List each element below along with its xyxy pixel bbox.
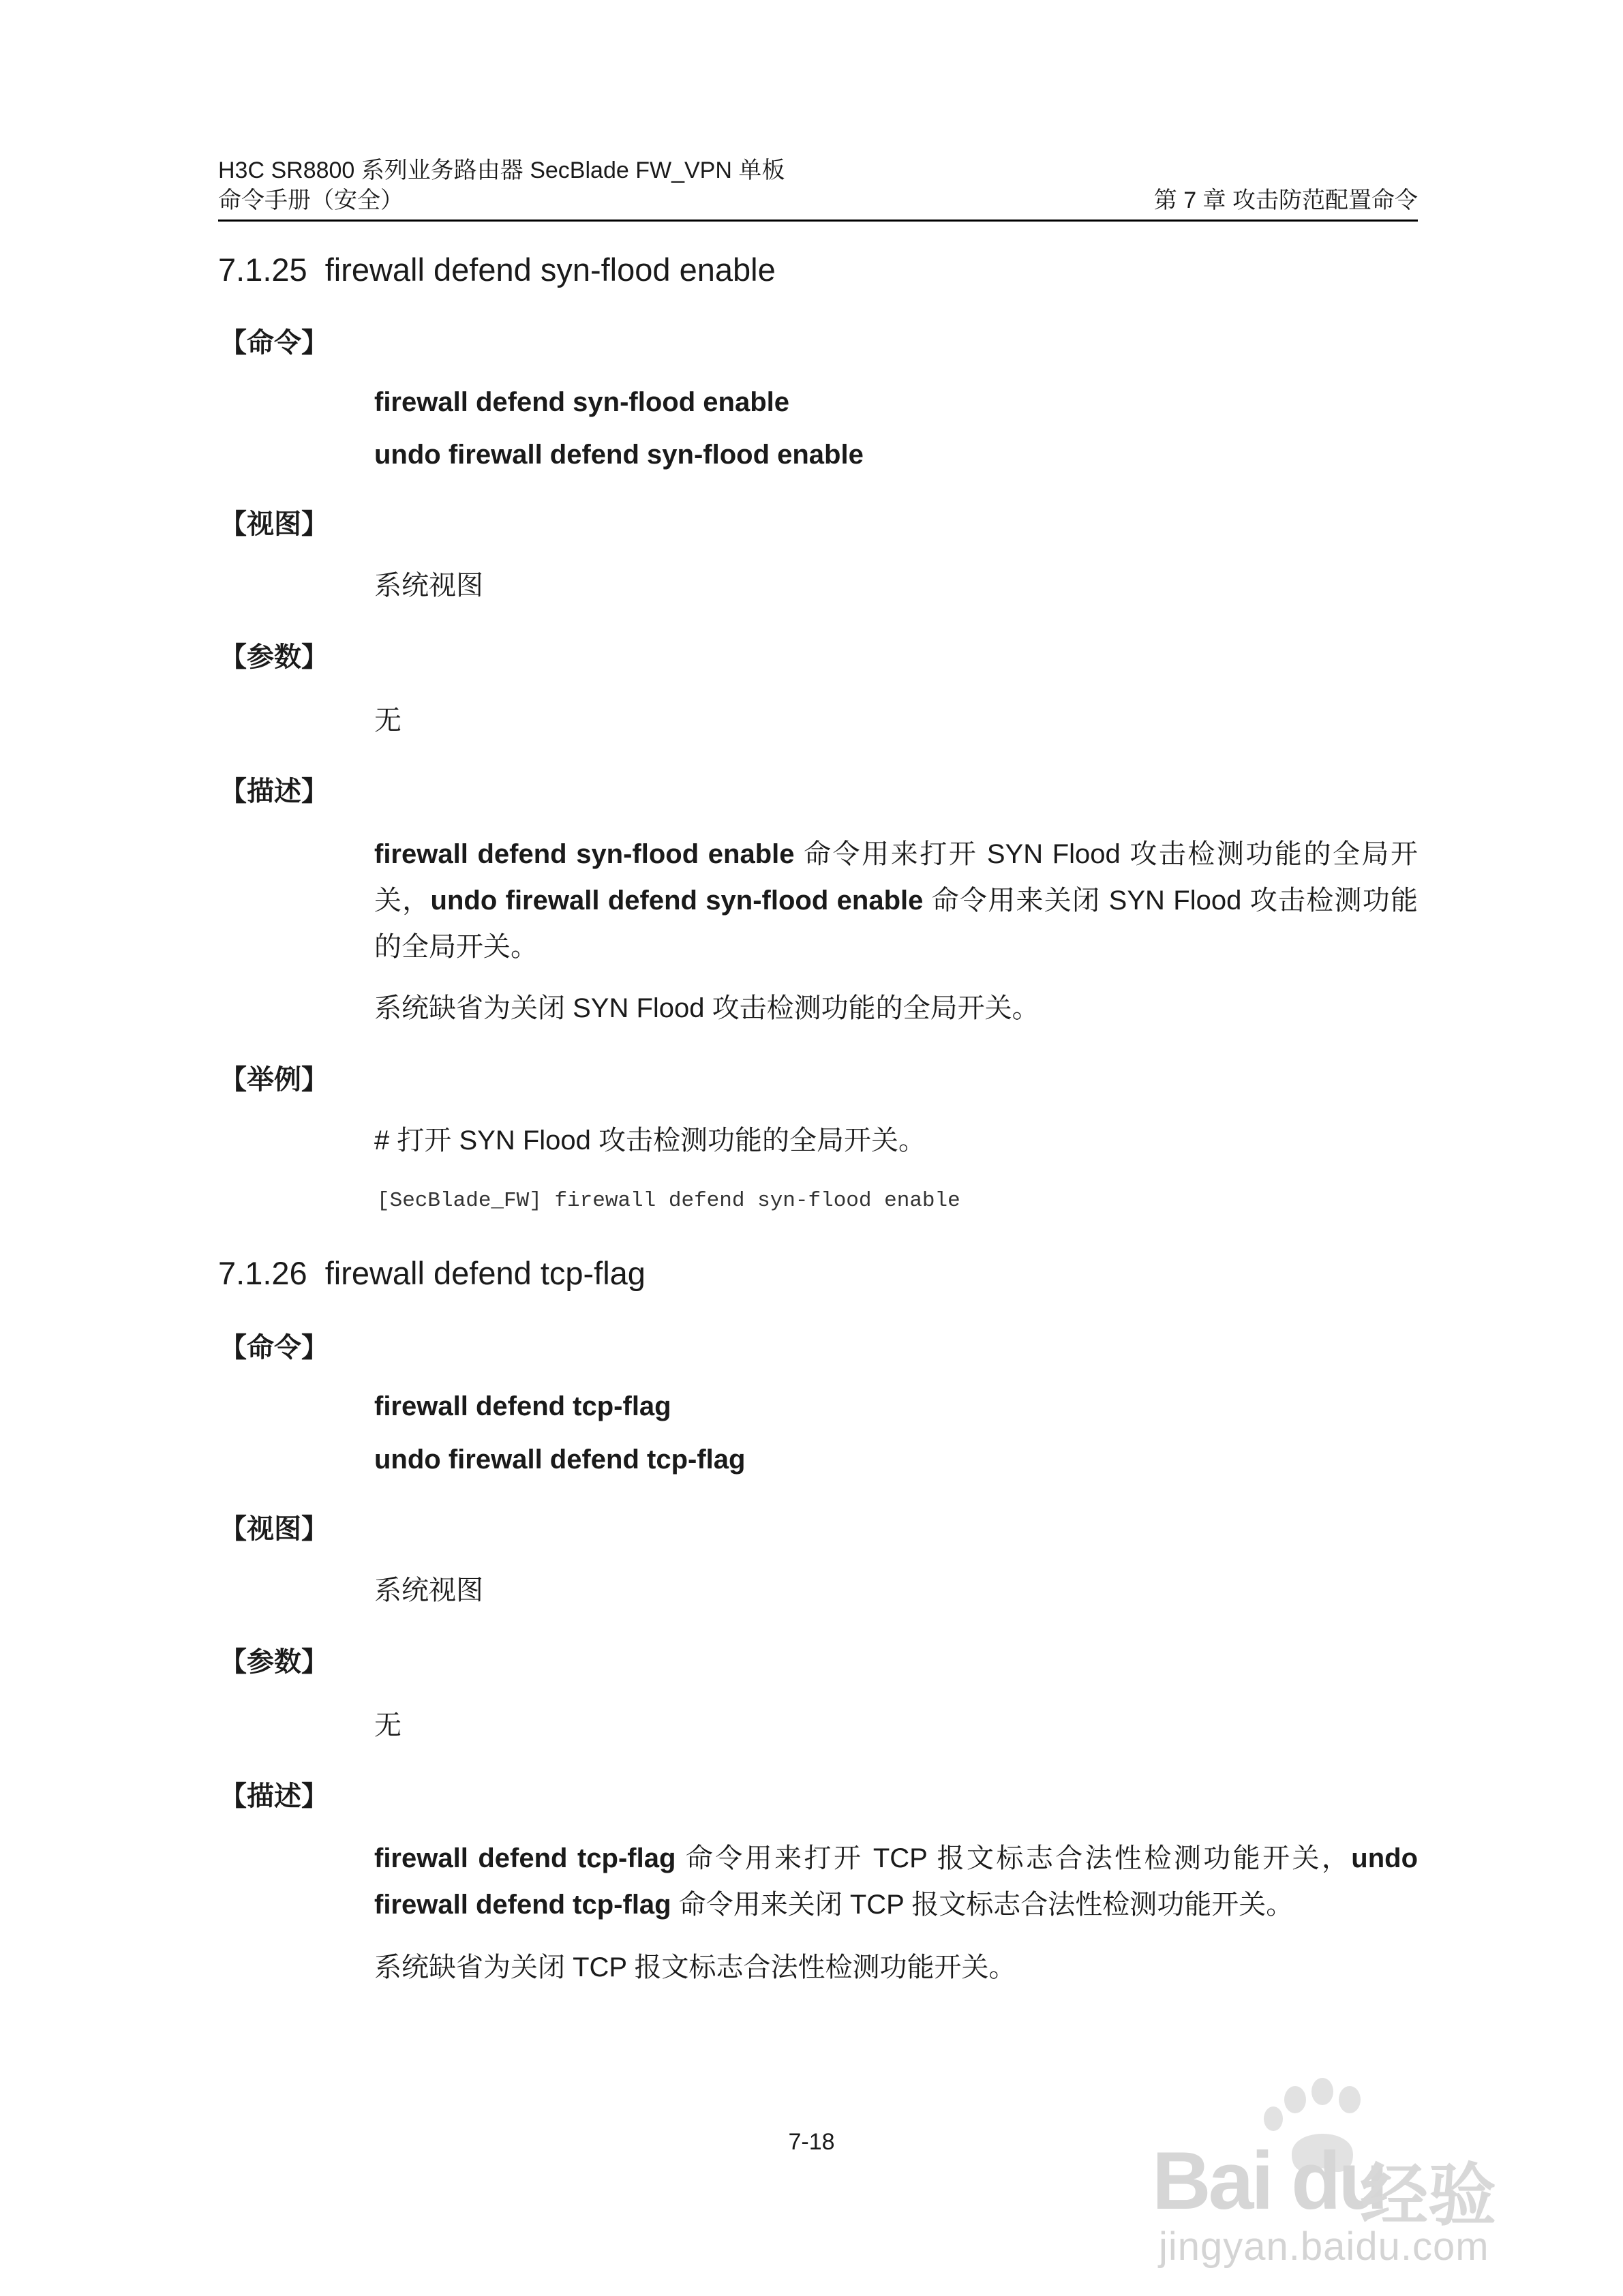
command-line-undo: undo firewall defend syn-flood enable [374, 440, 864, 470]
label-example: 【举例】 [219, 1065, 329, 1095]
page-number: 7-18 [788, 2129, 835, 2155]
view-text: 系统视图 [374, 1575, 483, 1605]
desc-command: firewall defend syn-flood enable [374, 839, 795, 869]
section-number: 7.1.25 [218, 252, 307, 288]
label-view: 【视图】 [219, 509, 329, 539]
desc-command: firewall defend tcp-flag [374, 1843, 676, 1873]
label-description: 【描述】 [219, 776, 329, 806]
watermark-url: jingyan.baidu.com [1159, 2224, 1489, 2269]
example-code: [SecBlade_FW] firewall defend syn-flood enable [377, 1189, 960, 1213]
desc-undo-command: undo firewall defend tcp-flag [374, 1843, 1419, 1920]
desc-text: 命令用来打开 SYN Flood 攻击检测功能的全局开关， [374, 839, 1419, 916]
header-title: H3C SR8800 系列业务路由器 SecBlade FW_VPN 单板 [218, 157, 785, 183]
label-params: 【参数】 [219, 1647, 329, 1677]
label-view: 【视图】 [219, 1514, 329, 1544]
description-paragraph [374, 1835, 1418, 1928]
header-subline [218, 185, 1418, 215]
example-comment: # 打开 SYN Flood 攻击检测功能的全局开关。 [374, 1126, 926, 1155]
desc-text-undo: 命令用来关闭 SYN Flood 攻击检测功能的全局开关。 [374, 886, 1418, 962]
desc-undo-command: undo firewall defend syn-flood enable [430, 886, 924, 916]
watermark-brand: Bai du [1152, 2135, 1386, 2226]
command-line: firewall defend tcp-flag [374, 1391, 671, 1421]
header-manual-name: 命令手册（安全） [218, 187, 404, 213]
label-params: 【参数】 [219, 642, 329, 672]
section-title: firewall defend syn-flood enable [324, 252, 776, 288]
command-line: firewall defend syn-flood enable [374, 387, 789, 417]
params-text: 无 [374, 1710, 401, 1740]
view-text: 系统视图 [374, 571, 483, 601]
watermark-product: 经验 [1360, 2158, 1496, 2234]
label-command: 【命令】 [219, 328, 329, 358]
params-text: 无 [374, 706, 401, 736]
label-command: 【命令】 [219, 1333, 329, 1363]
section-number: 7.1.26 [218, 1255, 307, 1291]
description-paragraph [374, 831, 1418, 970]
label-description: 【描述】 [219, 1781, 329, 1811]
baidu-jingyan-watermark [1152, 2072, 1534, 2277]
default-text: 系统缺省为关闭 TCP 报文标志合法性检测功能开关。 [374, 1952, 1016, 1982]
header-rule [218, 220, 1418, 222]
header-chapter: 第 7 章 攻击防范配置命令 [1153, 187, 1418, 213]
desc-text-undo: 命令用来关闭 TCP 报文标志合法性检测功能开关。 [671, 1890, 1294, 1920]
command-line-undo: undo firewall defend tcp-flag [374, 1445, 746, 1475]
section-title: firewall defend tcp-flag [324, 1255, 646, 1291]
section-heading-7-1-26 [218, 1253, 646, 1294]
desc-text: 命令用来打开 TCP 报文标志合法性检测功能开关， [676, 1843, 1352, 1873]
section-heading-7-1-25 [218, 250, 776, 290]
default-text: 系统缺省为关闭 SYN Flood 攻击检测功能的全局开关。 [374, 993, 1040, 1023]
